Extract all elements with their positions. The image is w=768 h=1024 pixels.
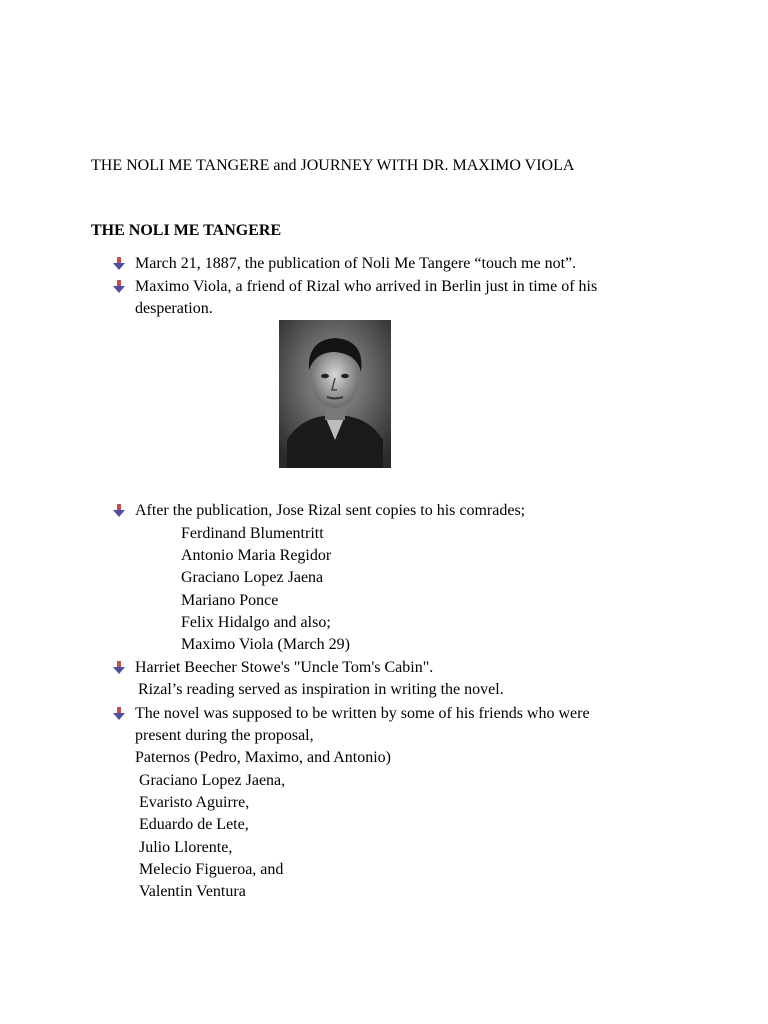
list-item: Eduardo de Lete, — [139, 816, 249, 833]
list-item: Felix Hidalgo and also; — [181, 614, 331, 631]
bullet-continuation: present during the proposal, — [135, 727, 314, 744]
document-title: THE NOLI ME TANGERE and JOURNEY WITH DR. MAXIMO VIOLA — [91, 157, 575, 174]
list-item: Mariano Ponce — [181, 592, 279, 609]
bullet-text: March 21, 1887, the publication of Noli Me Tangere “touch me not”. — [135, 255, 577, 272]
list-item: Melecio Figueroa, and — [139, 861, 284, 878]
list-item: Valentin Ventura — [139, 883, 246, 900]
list-item: Paternos (Pedro, Maximo, and Antonio) — [135, 749, 391, 766]
list-item: Ferdinand Blumentritt — [181, 525, 324, 542]
list-item: Maximo Viola (March 29) — [181, 636, 350, 653]
down-arrow-bullet-icon — [112, 257, 126, 271]
list-item: Evaristo Aguirre, — [139, 794, 250, 811]
bullet-text: The novel was supposed to be written by some of his friends who were — [135, 705, 590, 722]
list-item: Antonio Maria Regidor — [181, 547, 332, 564]
down-arrow-bullet-icon — [112, 661, 126, 675]
list-item: Graciano Lopez Jaena — [181, 569, 324, 586]
down-arrow-bullet-icon — [112, 504, 126, 518]
bullet-text: Harriet Beecher Stowe's "Uncle Tom's Cabin". — [135, 659, 434, 676]
down-arrow-bullet-icon — [112, 707, 126, 721]
bullet-continuation: Rizal’s reading served as inspiration in writing the novel. — [138, 681, 504, 698]
down-arrow-bullet-icon — [112, 280, 126, 294]
bullet-continuation: desperation. — [135, 300, 213, 317]
list-item: Julio Llorente, — [139, 839, 233, 856]
section-heading: THE NOLI ME TANGERE — [91, 222, 282, 239]
list-item: Graciano Lopez Jaena, — [139, 772, 286, 789]
bullet-text: After the publication, Jose Rizal sent copies to his comrades; — [135, 502, 526, 519]
bullet-text: Maximo Viola, a friend of Rizal who arrived in Berlin just in time of his — [135, 278, 598, 295]
maximo-viola-portrait-photo — [279, 320, 391, 468]
